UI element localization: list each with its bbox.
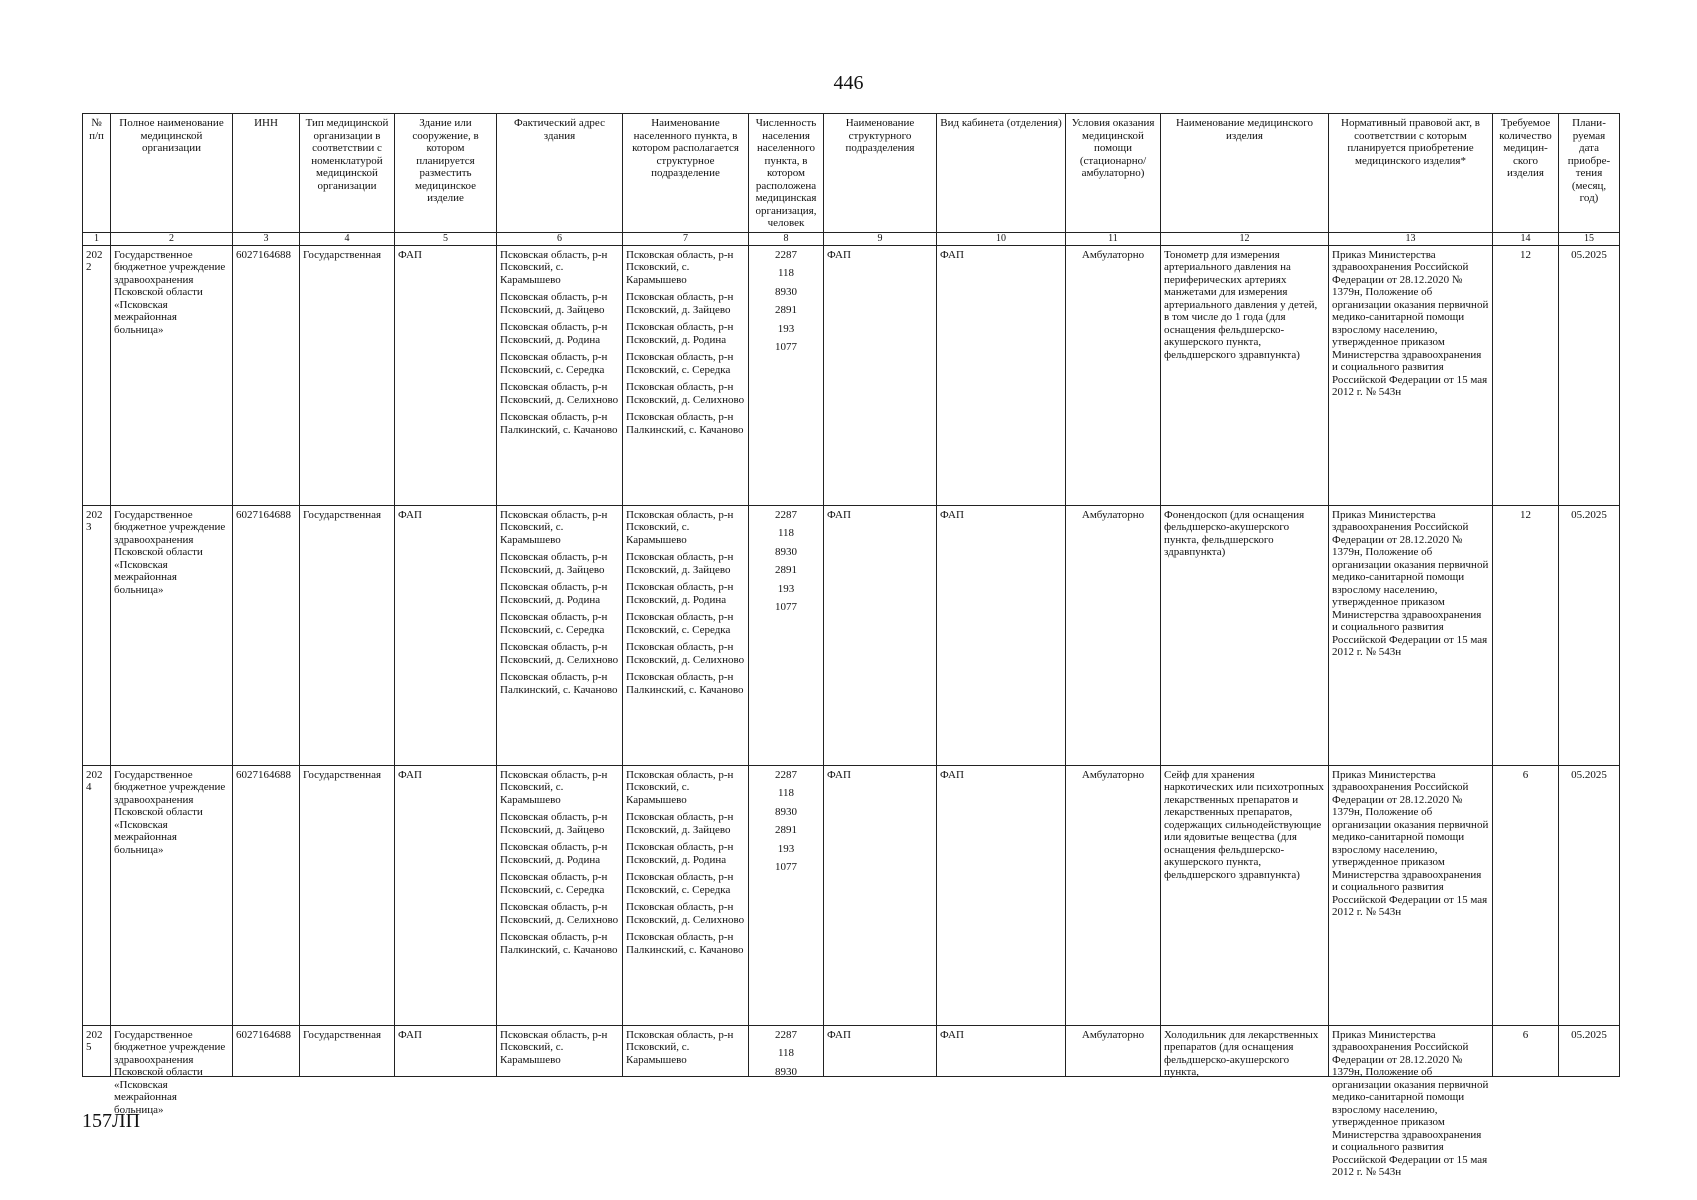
legal-act: Приказ Министерства здравоохранения Российской Федерации от 28.12.2020 № 1379н, Положение об организации оказания первичной медико-санитарной помощи взрослому населению, утвержденное приказом Министерства здравоохранения и социального развития Российской Федерации от 15 мая 2012 г. № 543н — [1329, 505, 1493, 765]
population: 118 — [777, 787, 795, 799]
population-list — [749, 505, 824, 765]
org-name: Государственное бюджетное учреждение здравоохранения Псковской области «Псковская межрайонная больница» — [111, 765, 233, 1025]
purchase-date: 05.2025 — [1559, 765, 1620, 1025]
table-row — [83, 1025, 1620, 1076]
address: Псковская область, р-н Псковский, д. Родина — [500, 321, 608, 346]
settlement: Псковская область, р-н Псковский, с. Карамышево — [626, 1028, 734, 1066]
address: Псковская область, р-н Псковский, д. Родина — [500, 581, 608, 606]
settlement: Псковская область, р-н Псковский, д. Родина — [626, 841, 734, 866]
inn: 6027164688 — [233, 245, 300, 505]
population: 193 — [777, 582, 795, 595]
row-number: 2023 — [83, 505, 111, 765]
settlement: Псковская область, р-н Псковский, д. Селихново — [626, 381, 745, 406]
address: Псковская область, р-н Псковский, с. Середка — [500, 351, 608, 376]
inn: 6027164688 — [233, 505, 300, 765]
population: 8930 — [775, 805, 797, 818]
row-number-text: 2025 — [86, 1028, 103, 1053]
column-number: 4 — [300, 232, 395, 245]
header-cell: Вид кабинета (отделения) — [937, 114, 1066, 233]
building: ФАП — [395, 505, 497, 765]
column-number: 1 — [83, 232, 111, 245]
population: 8930 — [775, 1065, 797, 1078]
header-row — [83, 114, 1620, 233]
column-number: 13 — [1329, 232, 1493, 245]
address: Псковская область, р-н Псковский, д. Селихново — [500, 381, 619, 406]
settlement: Псковская область, р-н Псковский, д. Зайцево — [626, 551, 734, 576]
header-cell: Условия оказания медицинской помощи (стационарно/ амбулаторно) — [1066, 114, 1161, 233]
population: 193 — [777, 842, 795, 855]
building — [395, 1025, 497, 1076]
address: Псковская область, р-н Псковский, с. Карамышево — [500, 768, 608, 806]
settlement: Псковская область, р-н Псковский, д. Зайцево — [626, 811, 734, 836]
column-number: 7 — [623, 232, 749, 245]
population: 193 — [777, 322, 795, 335]
settlement: Псковская область, р-н Псковский, д. Селихново — [626, 901, 745, 926]
population: 2891 — [775, 824, 797, 836]
row-number: 2022 — [83, 245, 111, 505]
population: 1077 — [775, 341, 797, 353]
inn-text: 6027164688 — [236, 1028, 291, 1041]
purchase-date — [1559, 1025, 1620, 1076]
column-number: 12 — [1161, 232, 1329, 245]
settlement: Псковская область, р-н Палкинский, с. Качаново — [626, 931, 744, 956]
column-number: 10 — [937, 232, 1066, 245]
building: ФАП — [395, 245, 497, 505]
unit-name-text: ФАП — [827, 1028, 851, 1041]
address: Псковская область, р-н Палкинский, с. Качаново — [500, 931, 618, 956]
address: Псковская область, р-н Псковский, д. Селихново — [500, 901, 619, 926]
column-number: 11 — [1066, 232, 1161, 245]
document-code: 157ЛП — [82, 1110, 141, 1132]
settlement: Псковская область, р-н Псковский, с. Середка — [626, 351, 734, 376]
unit-name — [824, 1025, 937, 1076]
quantity-text: 6 — [1522, 1028, 1529, 1041]
legal-act-text: Приказ Министерства здравоохранения Российской Федерации от 28.12.2020 № 1379н, Положение об организации оказания первичной медико-санитарной помощи взрослому населению, утвержденное приказом Министерства здравоохранения и социального развития Российской Федерации от 15 мая 2012 г. № 543н — [1332, 1028, 1489, 1178]
header-cell: Фактический адрес здания — [497, 114, 623, 233]
legal-act: Приказ Министерства здравоохранения Российской Федерации от 28.12.2020 № 1379н, Положение об организации оказания первичной медико-санитарной помощи взрослому населению, утвержденное приказом Министерства здравоохранения и социального развития Российской Федерации от 15 мая 2012 г. № 543н — [1329, 245, 1493, 505]
header-cell: Плани-руемая дата приобре-тения (месяц, год) — [1559, 114, 1620, 233]
population: 8930 — [775, 545, 797, 558]
settlement: Псковская область, р-н Палкинский, с. Качаново — [626, 411, 744, 436]
inn — [233, 1025, 300, 1076]
header-cell: Тип медицинской организации в соответствии с номенклатурой медицинской организации — [300, 114, 395, 233]
quantity — [1493, 1025, 1559, 1076]
address: Псковская область, р-н Псковский, с. Карамышево — [500, 508, 608, 546]
population-list — [749, 1025, 824, 1076]
column-number-row — [83, 232, 1620, 245]
org-type: Государственная — [300, 505, 395, 765]
header-cell: ИНН — [233, 114, 300, 233]
org-name-text: Государственное бюджетное учреждение здравоохранения Псковской области «Псковская межрайонная больница» — [114, 1028, 226, 1116]
settlement: Псковская область, р-н Палкинский, с. Качаново — [626, 671, 744, 696]
header-cell: Наименование медицинского изделия — [1161, 114, 1329, 233]
table-row — [83, 765, 1620, 1025]
settlement: Псковская область, р-н Псковский, с. Карамышево — [626, 768, 734, 806]
org-name: Государственное бюджетное учреждение здравоохранения Псковской области «Псковская межрайонная больница» — [111, 505, 233, 765]
page-number: 446 — [833, 72, 864, 94]
org-type: Государственная — [300, 245, 395, 505]
building: ФАП — [395, 765, 497, 1025]
care-conditions: Амбулаторно — [1066, 505, 1161, 765]
population: 2891 — [775, 564, 797, 576]
population: 2287 — [775, 1028, 797, 1041]
column-number: 9 — [824, 232, 937, 245]
header-cell: Численность населения населенного пункта, в котором расположена медицинская организация, человек — [749, 114, 824, 233]
header-cell: Требуемое количество медицин-ского изделия — [1493, 114, 1559, 233]
device-name-text: Холодильник для лекарственных препаратов (для оснащения фельдшерско-акушерского пункта, — [1164, 1028, 1319, 1078]
cabinet-type: ФАП — [937, 505, 1066, 765]
population: 1077 — [775, 601, 797, 613]
address-list — [497, 245, 623, 505]
population-list — [749, 765, 824, 1025]
purchase-date-text: 05.2025 — [1571, 1028, 1607, 1041]
building-text: ФАП — [398, 1028, 422, 1041]
settlement: Псковская область, р-н Псковский, д. Родина — [626, 581, 734, 606]
population: 2287 — [775, 248, 797, 261]
population: 2287 — [775, 768, 797, 781]
unit-name: ФАП — [824, 765, 937, 1025]
population-list — [749, 245, 824, 505]
header-cell: Полное наименование медицинской организации — [111, 114, 233, 233]
inn: 6027164688 — [233, 765, 300, 1025]
header-cell: № п/п — [83, 114, 111, 233]
header-cell: Нормативный правовой акт, в соответствии с которым планируется приобретение медицинского изделия* — [1329, 114, 1493, 233]
device-name: Сейф для хранения наркотических или психотропных лекарственных препаратов и лекарственных препаратов, содержащих сильнодействующие или ядовитые вещества (для оснащения фельдшерско-акушерского пункта, фельдшерского здравпункта) — [1161, 765, 1329, 1025]
address: Псковская область, р-н Псковский, д. Зайцево — [500, 551, 608, 576]
table-row — [83, 505, 1620, 765]
address-list — [497, 765, 623, 1025]
settlement: Псковская область, р-н Псковский, д. Родина — [626, 321, 734, 346]
table-row — [83, 245, 1620, 505]
org-type-text: Государственная — [303, 1028, 382, 1041]
legal-act: Приказ Министерства здравоохранения Российской Федерации от 28.12.2020 № 1379н, Положение об организации оказания первичной медико-санитарной помощи взрослому населению, утвержденное приказом Министерства здравоохранения и социального развития Российской Федерации от 15 мая 2012 г. № 543н — [1329, 765, 1493, 1025]
settlement-list — [623, 1025, 749, 1076]
column-number: 3 — [233, 232, 300, 245]
population: 118 — [777, 267, 795, 279]
org-type — [300, 1025, 395, 1076]
settlement: Псковская область, р-н Псковский, с. Середка — [626, 871, 734, 896]
address-list — [497, 505, 623, 765]
population: 118 — [777, 1047, 795, 1059]
population: 2287 — [775, 508, 797, 521]
address: Псковская область, р-н Псковский, д. Зайцево — [500, 291, 608, 316]
care-conditions: Амбулаторно — [1066, 765, 1161, 1025]
org-type: Государственная — [300, 765, 395, 1025]
unit-name: ФАП — [824, 505, 937, 765]
address: Псковская область, р-н Палкинский, с. Качаново — [500, 411, 618, 436]
cabinet-type: ФАП — [937, 245, 1066, 505]
quantity: 12 — [1493, 245, 1559, 505]
settlement-list — [623, 505, 749, 765]
cabinet-type — [937, 1025, 1066, 1076]
purchase-date: 05.2025 — [1559, 505, 1620, 765]
device-name: Тонометр для измерения артериального давления на периферических артериях манжетами для измерения артериального давления у детей, в том числе до 1 года (для оснащения фельдшерско-акушерского пункта, фельдшерского здравпункта) — [1161, 245, 1329, 505]
settlement-list — [623, 765, 749, 1025]
column-number: 6 — [497, 232, 623, 245]
header-cell: Здание или сооружение, в котором планируется разместить медицинское изделие — [395, 114, 497, 233]
quantity: 6 — [1493, 765, 1559, 1025]
device-name: Фонендоскоп (для оснащения фельдшерско-акушерского пункта, фельдшерского здравпункта) — [1161, 505, 1329, 765]
org-name — [111, 1025, 233, 1116]
population: 1077 — [775, 861, 797, 873]
settlement: Псковская область, р-н Псковский, д. Селихново — [626, 641, 745, 666]
row-number: 2024 — [83, 765, 111, 1025]
population: 2891 — [775, 304, 797, 316]
settlement: Псковская область, р-н Псковский, с. Середка — [626, 611, 734, 636]
care-conditions: Амбулаторно — [1066, 245, 1161, 505]
purchase-date: 05.2025 — [1559, 245, 1620, 505]
address: Псковская область, р-н Палкинский, с. Качаново — [500, 671, 618, 696]
device-name — [1161, 1025, 1329, 1076]
address: Псковская область, р-н Псковский, с. Середка — [500, 871, 608, 896]
legal-act — [1329, 1025, 1493, 1178]
address: Псковская область, р-н Псковский, с. Карамышево — [500, 1028, 608, 1066]
settlement-list — [623, 245, 749, 505]
settlement: Псковская область, р-н Псковский, д. Зайцево — [626, 291, 734, 316]
address: Псковская область, р-н Псковский, с. Середка — [500, 611, 608, 636]
cabinet-type-text: ФАП — [940, 1028, 964, 1041]
org-name: Государственное бюджетное учреждение здравоохранения Псковской области «Псковская межрайонная больница» — [111, 245, 233, 505]
quantity: 12 — [1493, 505, 1559, 765]
address: Псковская область, р-н Псковский, д. Зайцево — [500, 811, 608, 836]
address: Псковская область, р-н Псковский, д. Родина — [500, 841, 608, 866]
unit-name: ФАП — [824, 245, 937, 505]
address-list — [497, 1025, 623, 1076]
care-conditions-text: Амбулаторно — [1081, 1028, 1145, 1041]
settlement: Псковская область, р-н Псковский, с. Карамышево — [626, 508, 734, 546]
column-number: 5 — [395, 232, 497, 245]
address: Псковская область, р-н Псковский, д. Селихново — [500, 641, 619, 666]
column-number: 14 — [1493, 232, 1559, 245]
column-number: 2 — [111, 232, 233, 245]
header-cell: Наименование структурного подразделения — [824, 114, 937, 233]
population: 118 — [777, 527, 795, 539]
population: 8930 — [775, 285, 797, 298]
care-conditions — [1066, 1025, 1161, 1076]
settlement: Псковская область, р-н Псковский, с. Карамышево — [626, 248, 734, 286]
cabinet-type: ФАП — [937, 765, 1066, 1025]
row-number — [83, 1025, 111, 1076]
address: Псковская область, р-н Псковский, с. Карамышево — [500, 248, 608, 286]
column-number: 15 — [1559, 232, 1620, 245]
column-number: 8 — [749, 232, 824, 245]
header-cell: Наименование населенного пункта, в котором располагается структурное подразделение — [623, 114, 749, 233]
